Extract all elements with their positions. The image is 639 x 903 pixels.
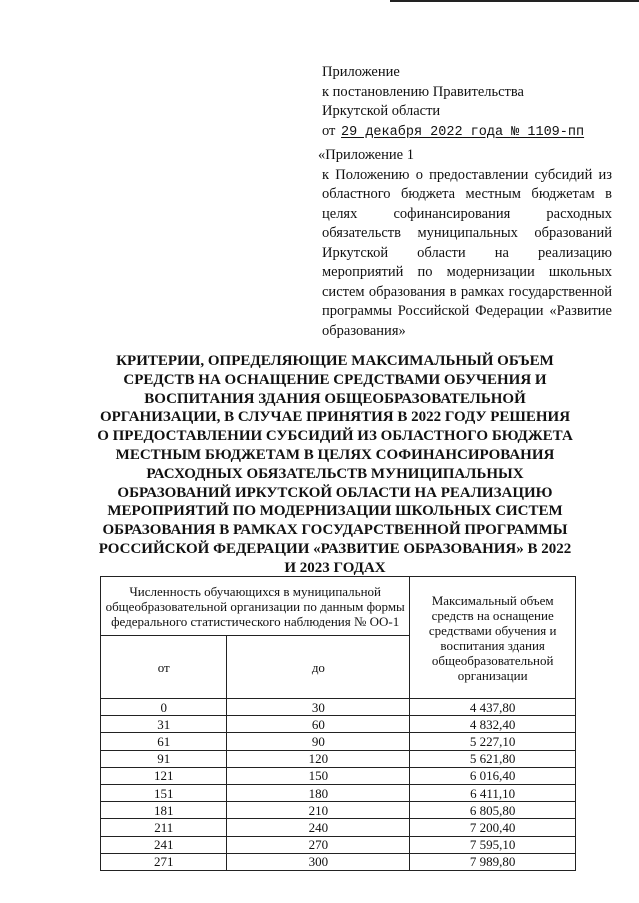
table-row <box>101 853 576 870</box>
table-row <box>101 819 576 836</box>
table-row <box>101 733 576 750</box>
cell-max: 6 016,40 <box>410 767 576 784</box>
max-amount-header: Максимальный объем средств на оснащение средствами обучения и воспитания здания общеобразовательной организации <box>410 577 576 699</box>
appendix-line: к постановлению Правительства <box>322 83 524 100</box>
cell-max: 7 200,40 <box>410 819 576 836</box>
cell-from: 31 <box>101 716 227 733</box>
cell-from: 91 <box>101 750 227 767</box>
cell-max: 6 805,80 <box>410 802 576 819</box>
criteria-title: КРИТЕРИИ, ОПРЕДЕЛЯЮЩИЕ МАКСИМАЛЬНЫЙ ОБЪЕМ СРЕДСТВ НА ОСНАЩЕНИЕ СРЕДСТВАМИ ОБУЧЕНИЯ И ВОСПИТАНИЯ ЗДАНИЯ ОБЩЕОБРАЗОВАТЕЛЬНОЙ ОРГАНИЗАЦИИ, В СЛУЧАЕ ПРИНЯТИЯ В 2022 ГОДУ РЕШЕНИЯ О ПРЕДОСТАВЛЕНИИ СУБСИДИЙ ИЗ ОБЛАСТНОГО БЮДЖЕТА МЕСТНЫМ БЮДЖЕТАМ В ЦЕЛЯХ СОФИНАНСИРОВАНИЯ РАСХОДНЫХ ОБЯЗАТЕЛЬСТВ МУНИЦИПАЛЬНЫХ ОБРАЗОВАНИЙ ИРКУТСКОЙ ОБЛАСТИ НА РЕАЛИЗАЦИЮ МЕРОПРИЯТИЙ ПО МОДЕРНИЗАЦИИ ШКОЛЬНЫХ СИСТЕМ ОБРАЗОВАНИЯ В РАМКАХ ГОСУДАРСТВЕННОЙ ПРОГРАММЫ РОССИЙСКОЙ ФЕДЕРАЦИИ «РАЗВИТИЕ ОБРАЗОВАНИЯ» В 2022 И 2023 ГОДАХ <box>97 353 573 576</box>
cell-to: 240 <box>227 819 410 836</box>
cell-max: 5 227,10 <box>410 733 576 750</box>
cell-to: 210 <box>227 802 410 819</box>
from-header: от <box>101 636 227 699</box>
table-row <box>101 767 576 784</box>
cell-from: 121 <box>101 767 227 784</box>
cell-from: 151 <box>101 784 227 801</box>
cell-max: 6 411,10 <box>410 784 576 801</box>
cell-to: 180 <box>227 784 410 801</box>
student-count-header: Численность обучающихся в муниципальной общеобразовательной организации по данным формы федерального статистического наблюдения № ОО-1 <box>101 577 410 636</box>
cell-to: 30 <box>227 699 410 716</box>
criteria-table <box>100 576 576 871</box>
cell-from: 211 <box>101 819 227 836</box>
cell-max: 5 621,80 <box>410 750 576 767</box>
regulation-block <box>318 146 612 341</box>
cell-to: 150 <box>227 767 410 784</box>
table-row <box>101 699 576 716</box>
appendix-line: Приложение <box>322 64 400 80</box>
table-row <box>101 802 576 819</box>
cell-from: 61 <box>101 733 227 750</box>
decree-number: 29 декабря 2022 года № 1109-пп <box>341 124 585 140</box>
to-header: до <box>227 636 410 699</box>
decree-line <box>322 122 612 143</box>
cell-to: 300 <box>227 853 410 870</box>
appendix-line: Иркутской области <box>322 103 441 119</box>
top-border-line <box>390 0 639 2</box>
regulation-title: «Приложение 1 <box>318 147 414 163</box>
cell-to: 120 <box>227 750 410 767</box>
table-row <box>101 750 576 767</box>
table-row <box>101 836 576 853</box>
cell-from: 271 <box>101 853 227 870</box>
cell-from: 241 <box>101 836 227 853</box>
decree-prefix: от <box>322 122 336 139</box>
cell-max: 4 437,80 <box>410 699 576 716</box>
cell-max: 7 989,80 <box>410 853 576 870</box>
cell-from: 0 <box>101 699 227 716</box>
cell-max: 7 595,10 <box>410 836 576 853</box>
cell-from: 181 <box>101 802 227 819</box>
cell-to: 60 <box>227 716 410 733</box>
table-row <box>101 784 576 801</box>
cell-to: 90 <box>227 733 410 750</box>
regulation-body: к Положению о предоставлении субсидий из областного бюджета местным бюджетам в целях софинансирования расходных обязательств муниципальных образований Иркутской области на реализацию мероприятий по модернизации школьных систем образования в рамках государственной программы Российской Федерации «Развитие образования» <box>322 166 612 339</box>
table-row <box>101 716 576 733</box>
appendix-block <box>322 63 612 142</box>
cell-to: 270 <box>227 836 410 853</box>
cell-max: 4 832,40 <box>410 716 576 733</box>
